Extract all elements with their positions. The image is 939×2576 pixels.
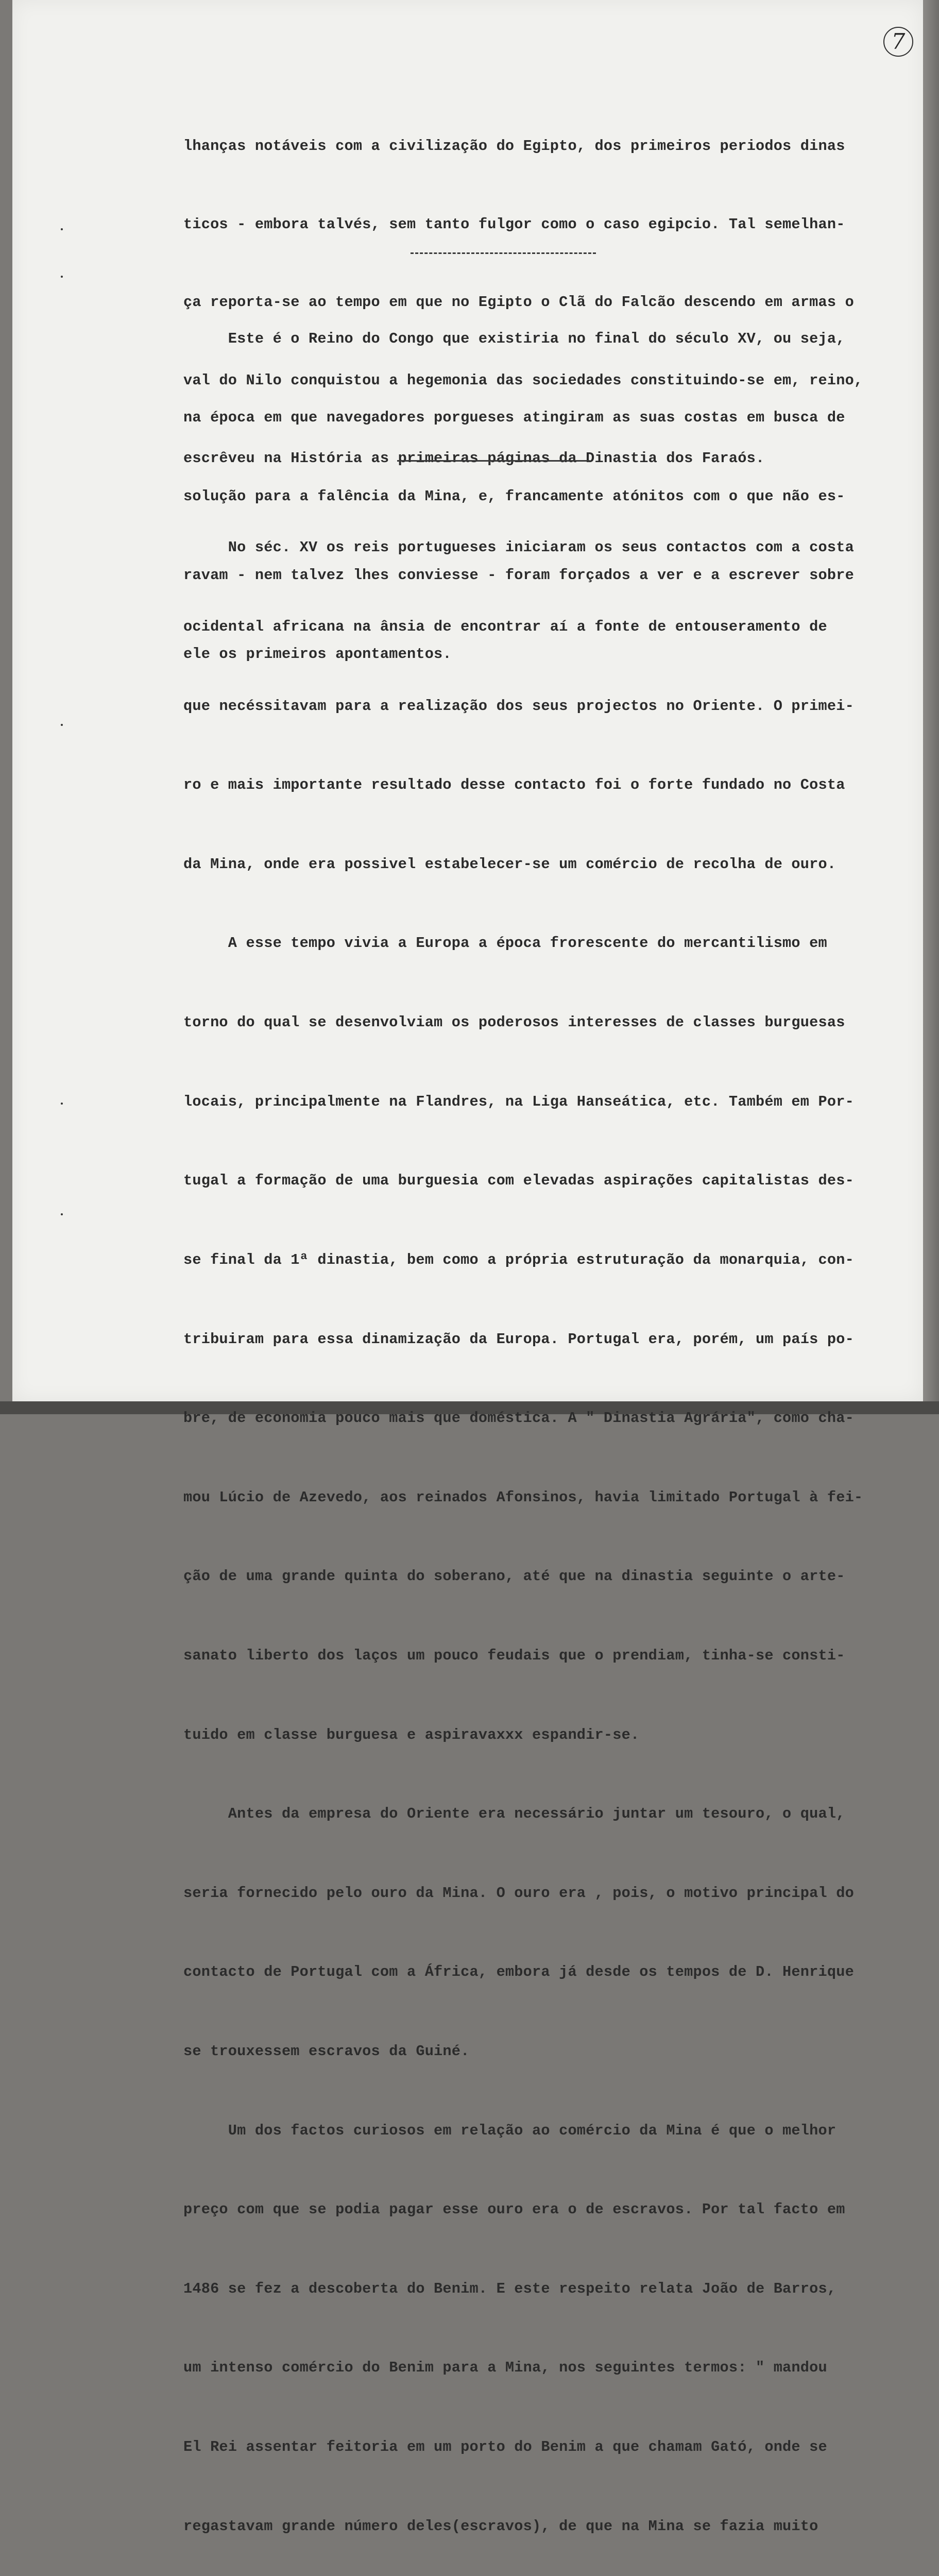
text-line: contacto de Portugal com a África, embora já desde os tempos de D. Henrique — [183, 1963, 854, 1981]
text-line: que necéssitavam para a realização dos seus projectos no Oriente. O primei- — [183, 697, 854, 715]
text-line: A esse tempo vivia a Europa a época frorescente do mercantilismo em — [183, 935, 827, 952]
text-line: ro e mais importante resultado desse contacto foi o forte fundado no Costa — [183, 776, 845, 794]
margin-mark — [61, 1213, 63, 1215]
section-divider — [411, 252, 596, 254]
text-line: escrêveu na História as primeiras páginas da Dinastia dos Faraós. — [183, 450, 765, 467]
margin-mark — [61, 1103, 63, 1105]
text-line: Este é o Reino do Congo que existiria no final do século XV, ou seja, — [183, 330, 845, 347]
margin-mark — [61, 724, 63, 726]
text-line: solução para a falência da Mina, e, francamente atónitos com o que não es- — [183, 488, 845, 505]
text-line: val do Nilo conquistou a hegemonia das sociedades constituindo-se em, reino, — [183, 371, 863, 389]
main-body — [183, 482, 899, 2576]
text-line: tugal a formação de uma burguesia com elevadas aspirações capitalistas des- — [183, 1172, 854, 1190]
text-line: ele os primeiros apontamentos. — [183, 646, 452, 663]
text-line: na época em que navegadores porgueses atingiram as suas costas em busca de — [183, 409, 845, 426]
text-line: tribuiram para essa dinamização da Europa. Portugal era, porém, um país po- — [183, 1330, 854, 1348]
text-line: bre, de economia pouco mais que doméstica. A " Dinastia Agrária", como cha- — [183, 1410, 854, 1427]
text-line: tuido em classe burguesa e aspiravaxxx espandir-se. — [183, 1726, 640, 1743]
text-line: regastavam grande número deles(escravos), de que na Mina se fazia muito — [183, 2517, 818, 2535]
section-divider — [397, 460, 590, 462]
text-line: seria fornecido pelo ouro da Mina. O ouro era , pois, o motivo principal do — [183, 1884, 854, 1902]
scan-border-right — [923, 0, 939, 1414]
text-line: ticos - embora talvés, sem tanto fulgor como o caso egipcio. Tal semelhan- — [183, 215, 845, 233]
text-line: se trouxessem escravos da Guiné. — [183, 2042, 470, 2060]
text-line: El Rei assentar feitoria em um porto do Benim a que chamam Gató, onde se — [183, 2438, 827, 2456]
text-line: um intenso comércio do Benim para a Mina, nos seguintes termos: " mandou — [183, 2359, 827, 2377]
text-line: No séc. XV os reis portugueses iniciaram os seus contactos com a costa — [183, 539, 854, 556]
text-line: lhanças notáveis com a civilização do Egipto, dos primeiros periodos dinas — [183, 138, 845, 155]
text-line: preço com que se podia pagar esse ouro era o de escravos. Por tal facto em — [183, 2201, 845, 2218]
text-line: da Mina, onde era possivel estabelecer-se um comércio de recolha de ouro. — [183, 855, 836, 873]
text-line: se final da 1ª dinastia, bem como a própria estruturação da monarquia, con- — [183, 1251, 854, 1268]
text-line: mou Lúcio de Azevedo, aos reinados Afonsinos, havia limitado Portugal à fei- — [183, 1488, 863, 1506]
page-number: 7 — [883, 27, 913, 57]
text-line: Um dos factos curiosos em relação ao comércio da Mina é que o melhor — [183, 2122, 836, 2139]
text-line: Antes da empresa do Oriente era necessário juntar um tesouro, o qual, — [183, 1805, 845, 1823]
margin-mark — [61, 276, 63, 278]
text-line: ça reporta-se ao tempo em que no Egipto o Clã do Falcão descendo em armas o — [183, 294, 854, 311]
text-line: torno do qual se desenvolviam os poderosos interesses de classes burguesas — [183, 1014, 845, 1031]
text-line: locais, principalmente na Flandres, na Liga Hanseática, etc. Também em Por- — [183, 1093, 854, 1110]
text-line: sanato liberto dos laços um pouco feudais que o prendiam, tinha-se consti- — [183, 1647, 845, 1664]
text-line: ção de uma grande quinta do soberano, até que na dinastia seguinte o arte- — [183, 1568, 845, 1585]
text-line: 1486 se fez a descoberta do Benim. E este respeito relata João de Barros, — [183, 2280, 836, 2297]
margin-mark — [61, 228, 63, 230]
text-line: ravam - nem talvez lhes conviesse - foram forçados a ver e a escrever sobre — [183, 567, 854, 584]
text-line: ocidental africana na ânsia de encontrar aí a fonte de entouseramento de — [183, 618, 827, 636]
